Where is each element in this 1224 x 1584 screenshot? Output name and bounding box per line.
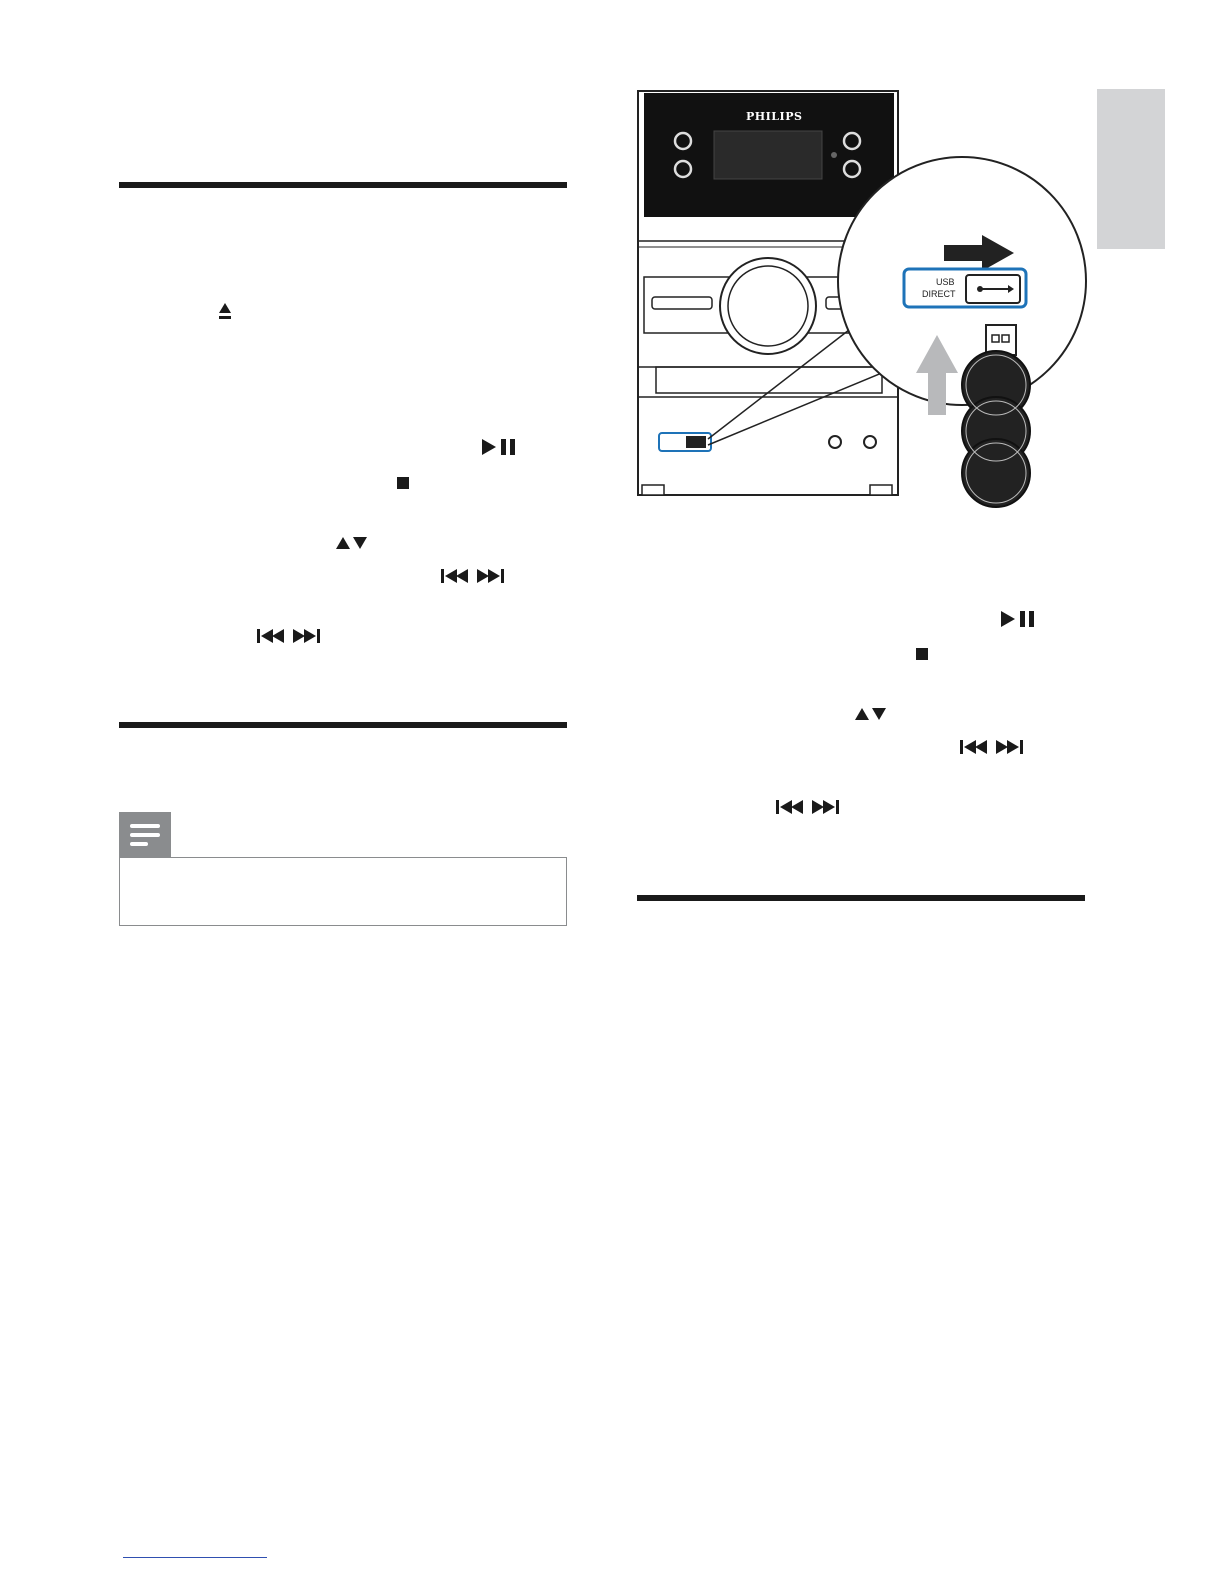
play-pause-icon xyxy=(482,438,518,459)
stop-icon xyxy=(916,645,930,665)
prev-next-icon xyxy=(960,738,1024,758)
section-rule-right xyxy=(637,895,1085,901)
section-rule-middle-left xyxy=(119,722,567,728)
section-rule-top-left xyxy=(119,182,567,188)
footer-link-underline[interactable] xyxy=(123,1557,267,1558)
play-pause-icon xyxy=(1001,610,1037,631)
up-down-icon xyxy=(855,704,887,724)
prev-next-icon xyxy=(441,567,505,587)
prev-next-icon xyxy=(257,627,321,647)
usb-label-line2: DIRECT xyxy=(922,289,956,299)
note-icon xyxy=(119,812,171,858)
prev-next-icon xyxy=(776,798,840,818)
note-box xyxy=(119,857,567,926)
language-side-tab xyxy=(1097,89,1165,249)
brand-logo-text: PHILIPS xyxy=(746,110,803,123)
usb-label-line1: USB xyxy=(936,277,955,287)
usb-connection-illustration xyxy=(630,85,1095,515)
eject-icon xyxy=(218,302,232,325)
up-down-icon xyxy=(336,533,368,553)
stop-icon xyxy=(397,474,411,494)
